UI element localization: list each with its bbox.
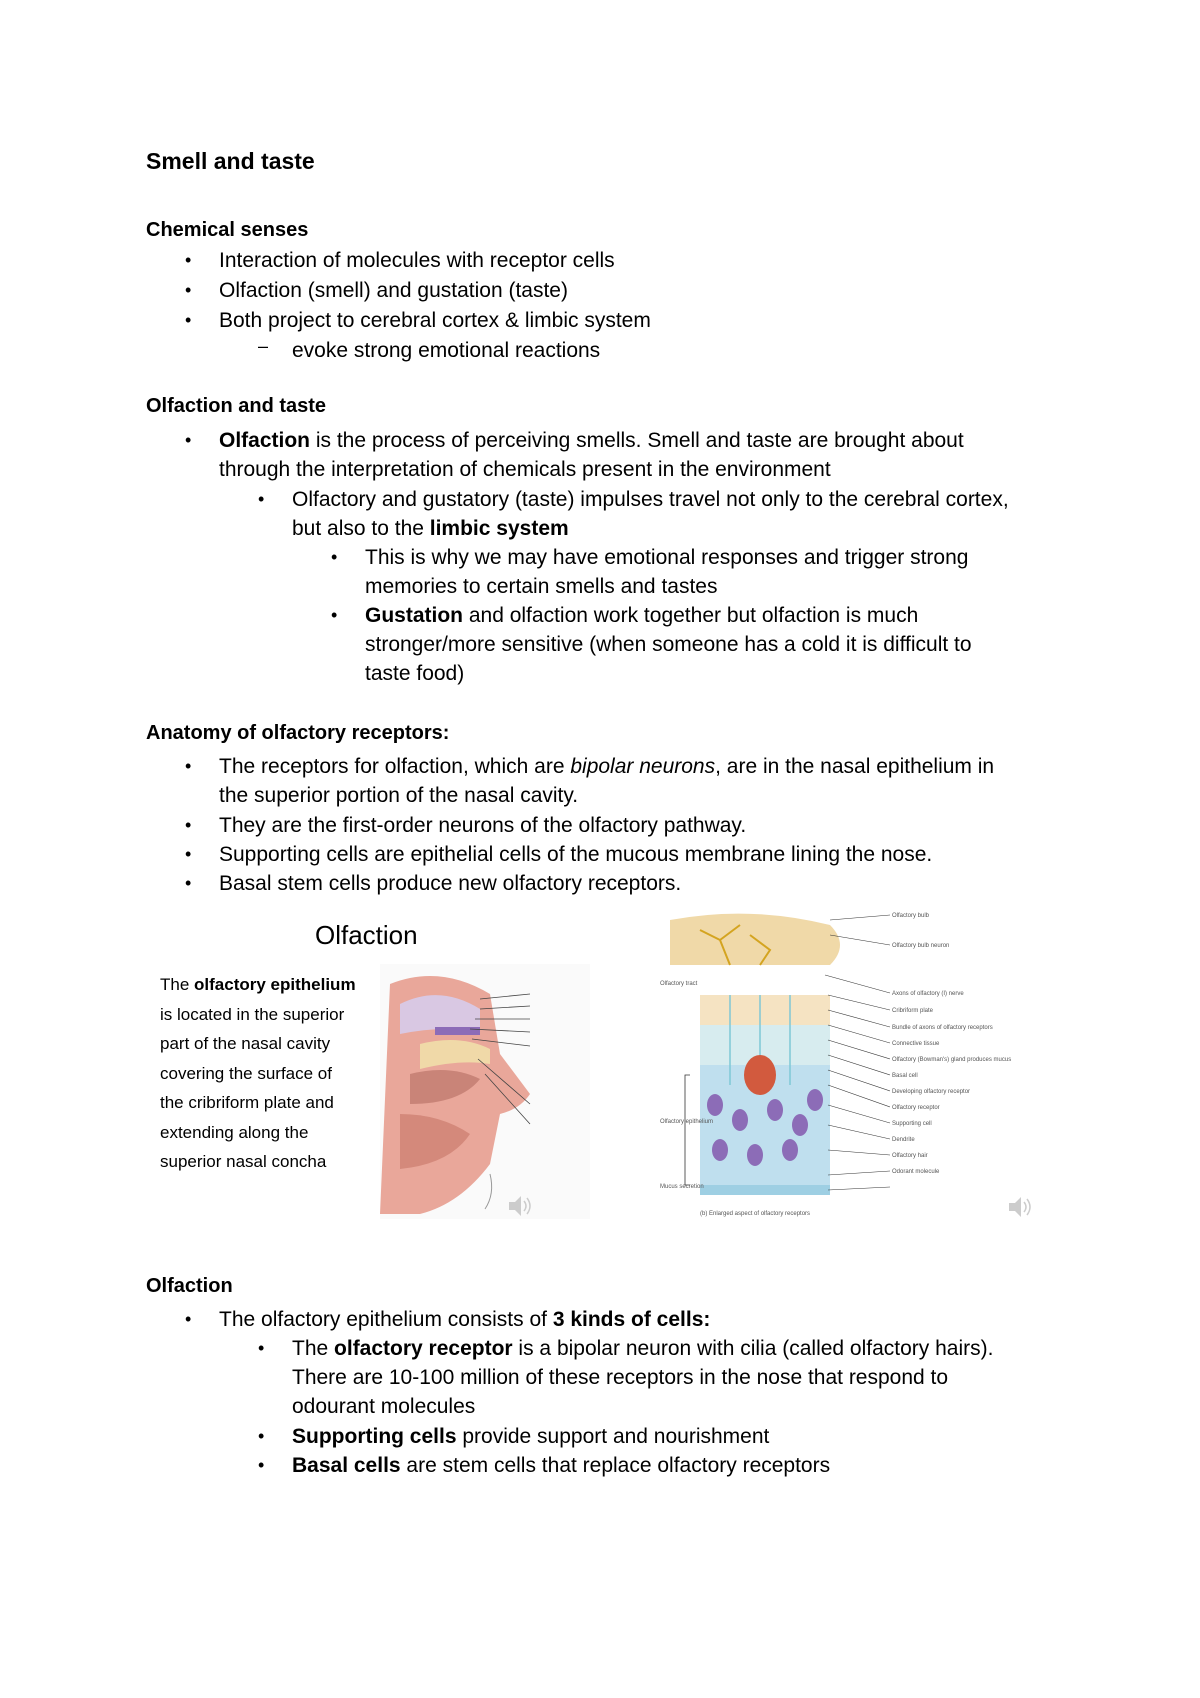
speaker-icon[interactable] [1005,1193,1035,1221]
bullet-icon: • [331,605,338,625]
bullet-icon: • [258,1455,265,1475]
section-heading-anatomy: Anatomy of olfactory receptors: [146,722,450,744]
bullet-icon: • [185,1309,192,1329]
bullet-icon: • [258,1338,265,1358]
svg-text:Olfactory receptor: Olfactory receptor [892,1105,940,1111]
svg-text:Bundle of axons of olfactory r: Bundle of axons of olfactory receptors [892,1025,993,1031]
bullet-text: Interaction of molecules with receptor cells [219,249,615,272]
svg-text:Mucus secretion: Mucus secretion [660,1184,704,1190]
bullet-icon: • [258,1426,265,1446]
sub-bullet-text-continued: odourant molecules [292,1395,476,1418]
speaker-icon[interactable] [505,1192,535,1220]
bullet-text-continued: through the interpretation of chemicals present in the environment [219,458,831,481]
bullet-text: Both project to cerebral cortex & limbic system [219,309,651,332]
svg-text:Connective tissue: Connective tissue [892,1041,940,1047]
figure-caption: The olfactory epithelium is located in the superior part of the nasal cavity covering the surface of the cribriform plate and extending along the superior nasal concha [160,975,356,1171]
sub-sub-bullet-text: Gustation and olfaction work together but olfaction is much [365,604,919,627]
section-heading-olfaction: Olfaction [146,1275,233,1297]
bullet-icon: • [185,844,192,864]
sagittal-nose-illustration [380,964,590,1219]
page-title: Smell and taste [146,148,315,174]
sub-bullet-text-continued: There are 10-100 million of these receptors in the nose that respond to [292,1366,949,1389]
svg-text:Olfactory hair: Olfactory hair [892,1153,928,1159]
svg-text:Odorant molecule: Odorant molecule [892,1169,940,1175]
section-heading-chemical: Chemical senses [146,219,309,241]
bullet-text: Olfaction is the process of perceiving smells. Smell and taste are brought about [219,429,964,452]
svg-text:Olfactory bulb: Olfactory bulb [892,913,930,919]
bullet-icon: • [185,250,192,270]
svg-text:Developing olfactory receptor: Developing olfactory receptor [892,1089,971,1095]
svg-text:Basal cell: Basal cell [892,1073,918,1079]
svg-text:Olfactory tract: Olfactory tract [660,981,698,987]
bullet-icon: • [331,547,338,567]
olfactory-receptors-figure [660,905,1060,1235]
svg-text:Supporting cell: Supporting cell [892,1121,932,1127]
sub-bullet-text: evoke strong emotional reactions [292,339,601,362]
bullet-text: Supporting cells are epithelial cells of the mucous membrane lining the nose. [219,843,933,866]
svg-text:Cribriform plate: Cribriform plate [892,1008,934,1014]
sub-sub-bullet-text-continued: stronger/more sensitive (when someone has a cold it is difficult to [365,633,972,656]
bullet-text: Olfaction (smell) and gustation (taste) [219,279,568,302]
svg-text:Olfactory (Bowman's) gland pro: Olfactory (Bowman's) gland produces mucus [892,1057,1012,1063]
sub-bullet-text: The olfactory receptor is a bipolar neuron with cilia (called olfactory hairs). [292,1337,994,1360]
svg-text:Olfactory epithelium: Olfactory epithelium [660,1119,714,1125]
figure-title: Olfaction [315,920,418,950]
bullet-icon: • [185,280,192,300]
sub-bullet-text: Supporting cells provide support and nourishment [292,1425,770,1448]
olfactory-receptors-illustration [660,905,1060,1235]
olfaction-slide-figure [160,920,590,1240]
svg-text:(b) Enlarged aspect of olfacto: (b) Enlarged aspect of olfactory receptors [700,1211,811,1217]
sub-sub-bullet-text: This is why we may have emotional responses and trigger strong [365,546,969,569]
section-heading-olfaction-taste: Olfaction and taste [146,395,327,417]
sub-sub-bullet-text-continued: memories to certain smells and tastes [365,575,718,598]
bullet-icon: • [185,815,192,835]
bullet-icon: • [258,489,265,509]
bullet-text: Basal stem cells produce new olfactory receptors. [219,872,682,895]
sub-bullet-text-continued: but also to the limbic system [292,517,569,540]
svg-text:Axons of olfactory (I) nerve: Axons of olfactory (I) nerve [892,991,964,997]
sub-sub-bullet-text-continued: taste food) [365,662,465,685]
svg-text:Olfactory bulb neuron: Olfactory bulb neuron [892,943,950,949]
bullet-icon: • [185,430,192,450]
bullet-icon: • [185,873,192,893]
bullet-icon: • [185,310,192,330]
sub-bullet-text: Basal cells are stem cells that replace olfactory receptors [292,1454,831,1477]
bullet-text-continued: the superior portion of the nasal cavity. [219,784,579,807]
sub-bullet-text: Olfactory and gustatory (taste) impulses travel not only to the cerebral cortex, [292,488,1009,511]
bullet-text: The receptors for olfaction, which are bipolar neurons, are in the nasal epithelium in [219,755,995,778]
dash-icon: – [258,336,269,356]
bullet-text: They are the first-order neurons of the olfactory pathway. [219,814,747,837]
bullet-icon: • [185,756,192,776]
svg-text:Dendrite: Dendrite [892,1137,915,1143]
bullet-text: The olfactory epithelium consists of 3 kinds of cells: [219,1308,711,1331]
